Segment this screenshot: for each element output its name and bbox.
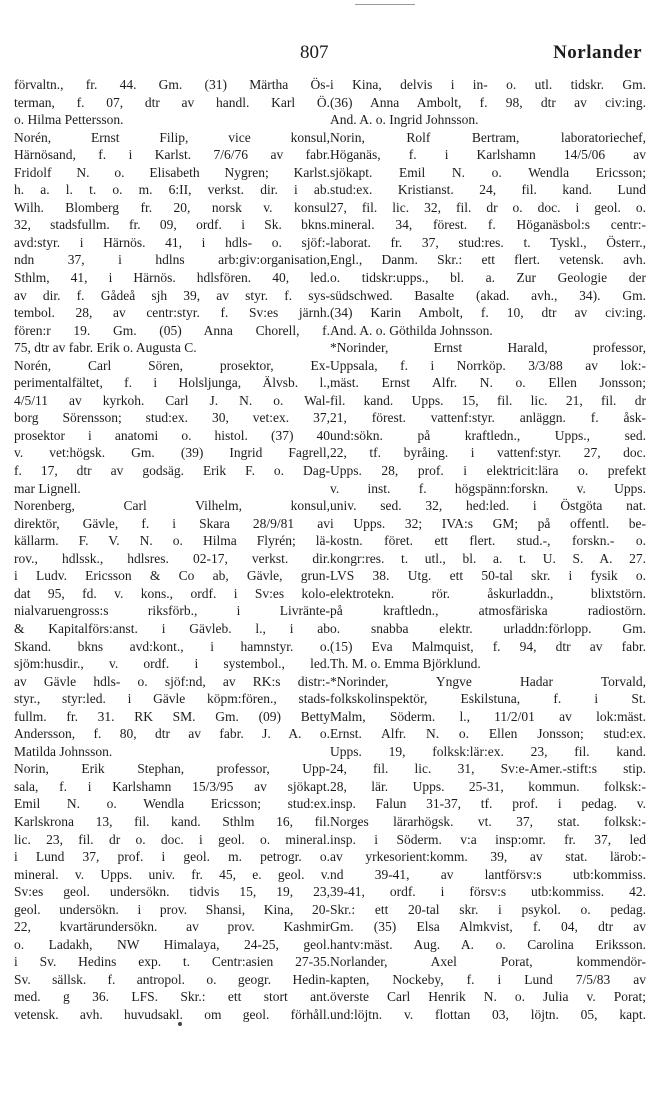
- text-line: Malm, Söderm. l., 11/2/01 av lok:mäst.: [330, 708, 646, 724]
- text-line: 24, fil. lic. 31, Sv:e-Amer.-stift:s stip.: [330, 761, 646, 777]
- text-line: Wilh. Blomberg fr. 20, norsk v. konsul: [14, 199, 330, 215]
- text-line: (15) Eva Malmquist, f. 94, dtr av fabr.: [330, 638, 646, 654]
- text-line: avd:styr. i Härnös. 41, i hdls- o. sjöf:-: [14, 234, 330, 250]
- text-line: Skr.: ett 20-tal skr. i psykol. o. pedag.: [330, 901, 646, 917]
- text-line: h. a. l. t. o. m. 6:II, verkst. dir. i ab.: [14, 182, 330, 198]
- text-line: rov., hdlssk., hdlsres. 02-17, verkst. dir.: [14, 550, 330, 566]
- text-line: o. Ladakh, NW Himalaya, 24-25, geol.: [14, 936, 330, 952]
- text-line: stud:ex. Kristianst. 24, fil. kand. Lund: [330, 182, 646, 198]
- text-line: borg Sörensson; stud:ex. 30, vet:ex. 37,: [14, 410, 330, 426]
- text-line: lic. 23, fil. dr o. doc. i geol. o. mineral.: [14, 831, 330, 847]
- text-line: i Upps. 32; IVA:s GM; på offentl. be-: [330, 515, 646, 531]
- text-line: mineral. 34, förest. f. Höganäsbol:s centr:-: [330, 217, 646, 233]
- page-number: 807: [300, 42, 329, 63]
- text-line: Norges lärarhögsk. vt. 37, stat. folksk:-: [330, 813, 646, 829]
- text-line: Upps. 28, prof. i elektricit:lära o. prefekt: [330, 463, 646, 479]
- text-line: elektrotekn. rör. åskurladdn., blixtstörn.: [330, 585, 646, 601]
- entry-heading-norinder-yngve: *Norinder, Yngve Hadar Torvald,: [330, 673, 646, 689]
- text-line: univ. sed. 32, hed:led. i Östgöta nat.: [330, 498, 646, 514]
- text-line: & Kapitalförs:anst. i Gävleb. l., i ab: [14, 620, 330, 636]
- text-line: f. 17, dtr av godsäg. Erik F. o. Dag-: [14, 463, 330, 479]
- text-line: på kraftledn., atmosfäriska radiostörn.: [330, 603, 646, 619]
- text-line: Emil N. o. Wendla Ericsson; stud:ex.: [14, 796, 330, 812]
- text-line: av yrkesorient:komm. 39, av stat. lärob:-: [330, 849, 646, 865]
- text-line: förvaltn., fr. 44. Gm. (31) Märtha Ös-: [14, 77, 330, 92]
- text-line: Sv:es geol. undersökn. tidvis 15, 19, 23,: [14, 884, 330, 900]
- text-line: LVS 38. Utg. ett 50-tal skr. i fysik o.: [330, 568, 646, 584]
- entry-heading-norin-rolf: Norin, Rolf Bertram, laboratoriechef,: [330, 129, 646, 145]
- text-line: geol. undersökn. i prov. Shansi, Kina, 20-: [14, 901, 330, 917]
- text-line: ndn 37, i hdlns arb:giv:organisation,: [14, 252, 330, 268]
- text-line: kongr:res. t. utl., bl. a. t. U. S. A. 27.: [330, 550, 646, 566]
- text-line: Ernst. Alfr. N. o. Ellen Jonsson; stud:ex.: [330, 726, 646, 742]
- text-line: Gm. (35) Elsa Almkvist, f. 04, dtr av: [330, 919, 646, 935]
- text-line: 22, tf. byråing. i vattenf:styr. 27, doc.: [330, 445, 646, 461]
- text-line: hantv:mäst. Aug. A. o. Carolina Eriksson.: [330, 936, 646, 952]
- text-line: Uppsala, f. i Norrköp. 3/3/88 av lok:-: [330, 357, 646, 373]
- text-line: (34) Karin Ambolt, f. 10, dtr av civ:ing.: [330, 305, 646, 321]
- entry-heading-norin-erik: Norin, Erik Stephan, professor, Upp-: [14, 761, 330, 777]
- text-line: fullm. fr. 31. RK SM. Gm. (09) Betty: [14, 708, 330, 724]
- text-line: nialvaruengross:s riksförb., i Livränte-: [14, 603, 330, 619]
- text-line: folkskolinspektör, Eskilstuna, f. i St.: [330, 691, 646, 707]
- text-line: südschwed. Basalte (akad. avh., 34). Gm.: [330, 287, 646, 303]
- text-line: styr., styr:led. i Gävle köpm:fören., stads-: [14, 691, 330, 707]
- text-line: v. inst. f. högspänn:forskn. v. Upps.: [330, 480, 646, 496]
- text-line: Härnösand, f. i Karlst. 7/6/76 av fabr.: [14, 147, 330, 163]
- text-line: sjökapt. Emil N. o. Wendla Ericsson;: [330, 164, 646, 180]
- text-line: i Lund 37, prof. i geol. m. petrogr. o.: [14, 849, 330, 865]
- text-line: mineral. v. Upps. univ. fr. 45, e. geol. v.: [14, 866, 330, 882]
- text-line: o. Hilma Pettersson.: [14, 112, 124, 128]
- text-line: nd 39-41, av lantförsv:s utb:kommiss.: [330, 866, 646, 882]
- text-line: fil. kand. Upps. 15, fil. lic. 21, fil. dr: [330, 392, 646, 408]
- text-line: perimentalfältet, f. i Holsljunga, Älvsb. l.,: [14, 375, 330, 391]
- text-line: 39-41, ordf. i försv:s utb:kommiss. 42.: [330, 884, 646, 900]
- text-line: Matilda Johnsson.: [14, 743, 113, 759]
- text-line: prosektor i anatomi o. histol. (37) 40: [14, 427, 330, 443]
- text-line: 27, fil. lic. 32, fil. dr o. doc. i geol. o.: [330, 199, 646, 215]
- text-line: Höganäs, f. i Karlshamn 14/5/06 av: [330, 147, 646, 163]
- text-line: (36) Anna Ambolt, f. 98, dtr av civ:ing.: [330, 94, 646, 110]
- text-line: tembol. 28, av centr:styr. f. Sv:es järnh.: [14, 305, 330, 321]
- entry-heading-noren-carl: Norén, Carl Sören, prosektor, Ex-: [14, 357, 330, 373]
- text-line: 75, dtr av fabr. Erik o. Augusta C.: [14, 340, 197, 356]
- text-line: Andersson, f. 80, dtr av fabr. J. A. o.: [14, 726, 330, 742]
- text-line: överste Carl Henrik N. o. Julia v. Porat;: [330, 989, 646, 1005]
- text-line: av Gävle hdls- o. sjöf:nd, av RK:s distr:-: [14, 673, 330, 689]
- text-line: källarm. F. V. N. o. Hilma Flyrén; lä-: [14, 533, 330, 549]
- text-line: und:löjtn. v. flottan 03, löjtn. 05, kapt.: [330, 1006, 646, 1022]
- text-line: kapten, Nockeby, f. i Lund 7/5/83 av: [330, 971, 646, 987]
- entry-heading-noren-ernst: Norén, Ernst Filip, vice konsul,: [14, 129, 330, 145]
- text-line: vetensk. avh. huvudsakl. om geol. förhåll.: [14, 1006, 330, 1022]
- text-line: med. g 36. LFS. Skr.: ett stort ant.: [14, 989, 330, 1005]
- text-line: 21, förest. vattenf:styr. anläggn. f. åsk-: [330, 410, 646, 426]
- text-line: laborat. fr. 37, stud:res. t. Tyskl., Österr.,: [330, 234, 646, 250]
- text-line: 4/5/11 av kyrkoh. Carl J. N. o. Wal-: [14, 392, 330, 408]
- top-rule: [355, 4, 415, 5]
- text-line: sjöm:husdir., v. ordf. i systembol., led.: [14, 656, 330, 672]
- text-line: And. A. o. Ingrid Johnsson.: [330, 112, 479, 128]
- text-line: Skand. bkns avd:kont., i hamnstyr. o.: [14, 638, 330, 654]
- text-line: mäst. Ernst Alfr. N. o. Ellen Jonsson;: [330, 375, 646, 391]
- right-column: [330, 76, 646, 1024]
- text-line: dat 95, fd. v. kons., ordf. i Sv:es kolo-: [14, 585, 330, 601]
- text-line: insp. i Söderm. v:a insp:omr. fr. 37, led: [330, 831, 646, 847]
- entry-heading-norlander: Norlander, Axel Porat, kommendör-: [330, 954, 646, 970]
- text-line: kostn. föret. ett flert. stud.-, forskn.- o.: [330, 533, 646, 549]
- text-line: direktör, Gävle, f. i Skara 28/9/81 av: [14, 515, 330, 531]
- text-line: insp. Falun 31-37, tf. prof. i pedag. v.: [330, 796, 646, 812]
- text-line: Sv. sällsk. f. antropol. o. geogr. Hedin-: [14, 971, 330, 987]
- text-line: Sthlm, 41, i Härnös. hdlsfören. 40, led.: [14, 270, 330, 286]
- entry-heading-norinder-ernst: *Norinder, Ernst Harald, professor,: [330, 340, 646, 356]
- text-line: Karlskrona 13, fil. kand. Sthlm 16, fil.: [14, 813, 330, 829]
- text-line: terman, f. 07, dtr av handl. Karl Ö.: [14, 94, 330, 110]
- left-column: [14, 76, 330, 1024]
- text-line: Fridolf N. o. Elisabeth Nygren; Karlst.: [14, 164, 330, 180]
- text-line: Th. M. o. Emma Björklund.: [330, 656, 481, 672]
- running-head: Norlander: [553, 42, 642, 63]
- text-line: fören:r 19. Gm. (05) Anna Chorell, f.: [14, 322, 330, 338]
- text-line: mar Lignell.: [14, 480, 81, 496]
- text-line: Upps. 19, folksk:lär:ex. 23, fil. kand.: [330, 743, 646, 759]
- entry-heading-norenberg: Norenberg, Carl Vilhelm, konsul,: [14, 498, 330, 514]
- text-line: o. snabba elektr. urladdn:förlopp. Gm.: [330, 620, 646, 636]
- text-line: 28, lär. Upps. 25-31, kommun. folksk:-: [330, 778, 646, 794]
- text-line: av dir. f. Gådeå sjh 39, av styr. f. sys-: [14, 287, 330, 303]
- text-line: i Kina, delvis i in- o. utl. tidskr. Gm.: [330, 77, 646, 92]
- print-speck: [178, 1022, 182, 1026]
- text-line: i Sv. Hedins exp. t. Centr:asien 27-35.: [14, 954, 330, 970]
- text-line: Engl., Danm. Skr.: ett flert. vetensk. avh.: [330, 252, 646, 268]
- text-line: und:sökn. på kraftledn., Upps., sed.: [330, 427, 646, 443]
- text-line: v. vet:högsk. Gm. (39) Ingrid Fagrell,: [14, 445, 330, 461]
- text-line: 22, kvartärundersökn. av prov. Kashmir: [14, 919, 330, 935]
- text-line: 32, stadsfullm. fr. 09, ordf. i Sk. bkns.: [14, 217, 330, 233]
- text-line: o. tidskr:upps., bl. a. Zur Geologie der: [330, 270, 646, 286]
- text-line: i Ludv. Ericsson & Co ab, Gävle, grun-: [14, 568, 330, 584]
- text-line: sala, f. i Karlshamn 15/3/95 av sjökapt.: [14, 778, 330, 794]
- text-line: And. A. o. Göthilda Johnsson.: [330, 322, 493, 338]
